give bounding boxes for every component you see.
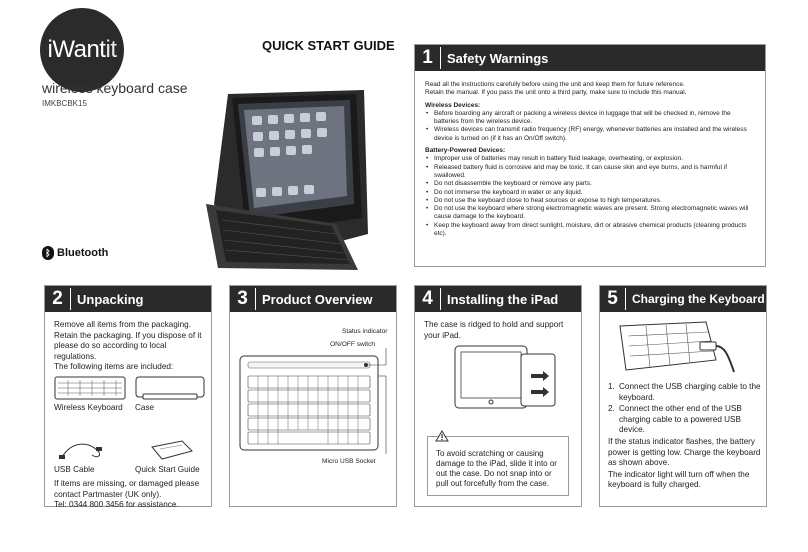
step-item: [608, 404, 762, 436]
usb-cable-icon: [58, 437, 108, 463]
list-item: • Keep the keyboard away from direct sunlight, moisture, dirt or abrasive chemical products (cleaning products etc).: [425, 222, 755, 239]
installing-header: [415, 286, 581, 312]
page-title: QUICK START GUIDE: [262, 38, 395, 53]
list-item: • Improper use of batteries may result in battery fluid leakage, overheating, or explosion.: [425, 155, 755, 163]
logo-bold: iWant: [47, 36, 106, 63]
list-item: • Do not immerse the keyboard in water or any liquid.: [425, 189, 755, 197]
section-title: Safety Warnings: [447, 50, 549, 66]
section-number: 2: [45, 288, 71, 310]
step-number: 1.: [608, 382, 615, 391]
battery-list: [425, 155, 755, 238]
caution-box: [427, 436, 569, 496]
missing-items-note: If items are missing, or damaged please contact Partmaster (UK only).: [54, 478, 200, 499]
item-wireless-keyboard: Wireless Keyboard: [54, 402, 123, 412]
warning-icon: [435, 430, 449, 442]
safety-intro-2: Retain the manual. If you pass the unit onto a third party, make sure to include this manual.: [425, 89, 687, 97]
bluetooth-icon: ᛒ: [42, 246, 54, 260]
safety-warnings-panel: [414, 44, 766, 267]
caution-text: To avoid scratching or causing damage to the iPad, slide it into or out the case. Do not snap into or pull out forcefully from the case.: [436, 449, 557, 488]
quick-start-guide-icon: [146, 437, 196, 463]
section-number: 1: [415, 47, 441, 69]
safety-intro: Read all the instructions carefully before using the unit and keep them for future reference.: [425, 81, 685, 88]
keyboard-overview-diagram: [238, 346, 393, 454]
section-title: Unpacking: [77, 291, 144, 307]
charging-header: [600, 286, 766, 312]
fully-charged-note: The indicator light will turn off when the keyboard is fully charged.: [608, 469, 750, 490]
keyboard-case-illustration: [186, 84, 386, 274]
charging-steps: [608, 382, 762, 436]
callout-micro-usb-socket: Micro USB Socket: [322, 458, 376, 465]
list-item: • Before boarding any aircraft or packing a wireless device in luggage that will be checked in, remove the batteries from the wireless device.: [425, 110, 755, 127]
product-overview-panel: [229, 285, 397, 507]
unpacking-intro: Remove all items from the packaging. Retain the packaging. If you dispose of it please do so according to local regulations.: [54, 320, 202, 361]
item-quick-start-guide: Quick Start Guide: [135, 464, 200, 474]
unpacking-header: [45, 286, 211, 312]
step-item: [608, 382, 762, 403]
keyboard-icon: [54, 375, 126, 401]
step-text: Connect the other end of the USB charging cable to a powered USB device.: [619, 404, 742, 435]
support-telephone: Tel: 0344 800 3456 for assistance.: [54, 500, 179, 510]
charging-keyboard-panel: [599, 285, 767, 507]
included-label: The following items are included:: [54, 362, 174, 372]
ipad-insert-diagram: [451, 344, 561, 414]
low-battery-note: If the status indicator flashes, the battery power is getting low. Charge the keyboard as shown above.: [608, 436, 761, 468]
battery-heading: Battery-Powered Devices:: [425, 147, 506, 155]
installing-intro: The case is ridged to hold and support your iPad.: [424, 320, 564, 340]
section-title: Product Overview: [262, 291, 373, 307]
unpacking-panel: [44, 285, 212, 510]
model-number: IMKBCBK15: [42, 99, 87, 108]
wireless-list: [425, 110, 755, 143]
section-number: 3: [230, 288, 256, 310]
bluetooth-label: Bluetooth: [57, 247, 109, 259]
bluetooth-logo: [42, 246, 108, 260]
overview-header: [230, 286, 396, 312]
section-number: 4: [415, 288, 441, 310]
step-text: Connect the USB charging cable to the keyboard.: [619, 382, 761, 402]
list-item: • Wireless devices can transmit radio frequency (RF) energy, whenever batteries are installed and the wireless device is turned on (if it has an On/Off switch).: [425, 126, 755, 143]
case-icon: [135, 375, 205, 401]
included-items: [54, 373, 202, 473]
step-number: 2.: [608, 404, 615, 414]
wireless-heading: Wireless Devices:: [425, 101, 481, 109]
section-title: Installing the iPad: [447, 291, 559, 307]
list-item: • Released battery fluid is corrosive and may be toxic. It can cause skin and eye burns, and is harmful if swallowed.: [425, 164, 755, 181]
product-name: wireless keyboard case: [42, 80, 188, 96]
callout-onoff-switch: ON/OFF switch: [330, 341, 376, 348]
section-title: Charging the Keyboard: [632, 292, 765, 306]
installing-ipad-panel: [414, 285, 582, 507]
charging-diagram: [616, 320, 736, 376]
list-item: • Do not disassemble the keyboard or remove any parts.: [425, 180, 755, 188]
callout-status-indicator: Status indicator: [342, 328, 388, 335]
item-usb-cable: USB Cable: [54, 464, 95, 474]
section-number: 5: [600, 288, 626, 310]
list-item: • Do not use the keyboard close to heat sources or expose to high temperatures.: [425, 197, 755, 205]
safety-header: [415, 45, 765, 71]
item-case: Case: [135, 402, 155, 412]
list-item: • Do not use the keyboard where strong electromagnetic waves are present. Strong electromagnetic waves will cause damage to the keyboard.: [425, 205, 755, 222]
logo-thin: it: [105, 36, 117, 63]
